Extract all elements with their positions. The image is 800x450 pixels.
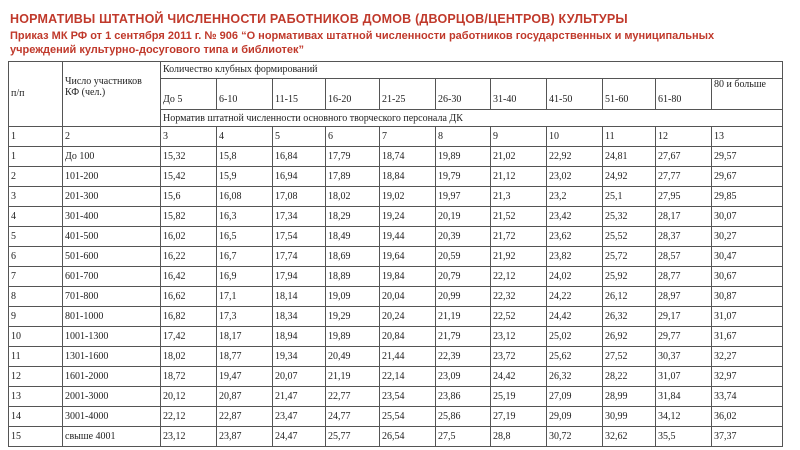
norm-value: 16,82 [161, 307, 217, 327]
norm-value: 25,02 [547, 327, 603, 347]
norm-value: 19,44 [380, 227, 436, 247]
norm-value: 17,42 [161, 327, 217, 347]
norm-value: 21,12 [491, 167, 547, 187]
norm-value: 22,14 [380, 367, 436, 387]
norm-value: 29,77 [656, 327, 712, 347]
norm-value: 30,72 [547, 427, 603, 447]
row-number: 1 [9, 147, 63, 167]
table-row [9, 307, 783, 327]
norm-value: 27,09 [547, 387, 603, 407]
norm-value: 24,22 [547, 287, 603, 307]
norm-value: 27,77 [656, 167, 712, 187]
norm-value: 23,09 [436, 367, 491, 387]
column-number: 7 [380, 127, 436, 147]
norm-value: 17,79 [326, 147, 380, 167]
table-row [9, 207, 783, 227]
norm-value: 15,9 [217, 167, 273, 187]
header-numbering-row [9, 127, 783, 147]
norm-value: 20,87 [217, 387, 273, 407]
norm-value: 20,39 [436, 227, 491, 247]
norm-value: 21,19 [326, 367, 380, 387]
norm-value: 25,54 [380, 407, 436, 427]
norm-value: 25,72 [603, 247, 656, 267]
table-row [9, 187, 783, 207]
norm-value: 21,44 [380, 347, 436, 367]
norm-value: 37,37 [712, 427, 783, 447]
header-participants: Число участников КФ (чел.) [63, 62, 161, 127]
norm-value: 23,82 [547, 247, 603, 267]
norm-value: 34,12 [656, 407, 712, 427]
norm-value: 19,09 [326, 287, 380, 307]
norm-value: 19,64 [380, 247, 436, 267]
norm-value: 23,86 [436, 387, 491, 407]
table-row [9, 167, 783, 187]
norm-value: 16,84 [273, 147, 326, 167]
norm-value: 24,47 [273, 427, 326, 447]
norm-value: 18,29 [326, 207, 380, 227]
norm-value: 15,32 [161, 147, 217, 167]
norm-value: 18,02 [161, 347, 217, 367]
row-number: 14 [9, 407, 63, 427]
row-number: 3 [9, 187, 63, 207]
norm-value: 25,86 [436, 407, 491, 427]
norm-value: 18,34 [273, 307, 326, 327]
norm-value: 20,07 [273, 367, 326, 387]
norm-value: 25,19 [491, 387, 547, 407]
participants-range: 3001-4000 [63, 407, 161, 427]
norm-value: 17,54 [273, 227, 326, 247]
norm-value: 21,72 [491, 227, 547, 247]
norm-value: 23,72 [491, 347, 547, 367]
norm-value: 29,09 [547, 407, 603, 427]
participants-range: 801-1000 [63, 307, 161, 327]
norm-value: 16,9 [217, 267, 273, 287]
norm-value: 21,52 [491, 207, 547, 227]
row-number: 9 [9, 307, 63, 327]
header-range: 80 и больше [712, 79, 783, 110]
norm-value: 22,52 [491, 307, 547, 327]
norm-value: 19,79 [436, 167, 491, 187]
norm-value: 22,87 [217, 407, 273, 427]
header-range: 16-20 [326, 79, 380, 110]
norm-value: 23,42 [547, 207, 603, 227]
norm-value: 22,39 [436, 347, 491, 367]
norm-value: 27,95 [656, 187, 712, 207]
norm-value: 27,52 [603, 347, 656, 367]
norm-value: 22,77 [326, 387, 380, 407]
column-number: 12 [656, 127, 712, 147]
column-number: 3 [161, 127, 217, 147]
norm-value: 27,67 [656, 147, 712, 167]
norm-value: 24,92 [603, 167, 656, 187]
participants-range: 501-600 [63, 247, 161, 267]
norm-value: 17,89 [326, 167, 380, 187]
norm-value: 18,49 [326, 227, 380, 247]
table-row [9, 227, 783, 247]
norm-value: 25,1 [603, 187, 656, 207]
table-row [9, 427, 783, 447]
norm-value: 28,8 [491, 427, 547, 447]
header-range: 21-25 [380, 79, 436, 110]
row-number: 7 [9, 267, 63, 287]
norm-value: 16,02 [161, 227, 217, 247]
participants-range: 301-400 [63, 207, 161, 227]
norm-value: 31,84 [656, 387, 712, 407]
norm-value: 30,37 [656, 347, 712, 367]
norm-value: 24,42 [547, 307, 603, 327]
norm-value: 18,17 [217, 327, 273, 347]
norm-value: 17,3 [217, 307, 273, 327]
norm-value: 24,77 [326, 407, 380, 427]
participants-range: 401-500 [63, 227, 161, 247]
row-number: 5 [9, 227, 63, 247]
norm-value: 35,5 [656, 427, 712, 447]
table-row [9, 347, 783, 367]
norm-value: 30,87 [712, 287, 783, 307]
norm-value: 20,49 [326, 347, 380, 367]
column-number: 5 [273, 127, 326, 147]
header-range: 51-60 [603, 79, 656, 110]
norm-value: 19,89 [436, 147, 491, 167]
norm-value: 16,3 [217, 207, 273, 227]
norm-value: 22,32 [491, 287, 547, 307]
header-range: До 5 [161, 79, 217, 110]
norm-value: 28,57 [656, 247, 712, 267]
norm-value: 30,47 [712, 247, 783, 267]
norm-value: 21,79 [436, 327, 491, 347]
norm-value: 25,92 [603, 267, 656, 287]
header-norm: Норматив штатной численности основного творческого персонала ДК [161, 110, 783, 127]
norm-value: 19,97 [436, 187, 491, 207]
norm-value: 17,74 [273, 247, 326, 267]
norm-value: 17,1 [217, 287, 273, 307]
norm-value: 29,85 [712, 187, 783, 207]
norm-value: 20,79 [436, 267, 491, 287]
participants-range: 1601-2000 [63, 367, 161, 387]
row-number: 2 [9, 167, 63, 187]
norm-value: 29,17 [656, 307, 712, 327]
norm-value: 25,62 [547, 347, 603, 367]
norm-value: 26,32 [603, 307, 656, 327]
norm-value: 18,74 [380, 147, 436, 167]
participants-range: 201-300 [63, 187, 161, 207]
norm-value: 28,37 [656, 227, 712, 247]
participants-range: 1301-1600 [63, 347, 161, 367]
norm-value: 15,82 [161, 207, 217, 227]
norm-value: 27,5 [436, 427, 491, 447]
column-number: 2 [63, 127, 161, 147]
norm-value: 28,97 [656, 287, 712, 307]
column-number: 8 [436, 127, 491, 147]
header-range: 41-50 [547, 79, 603, 110]
norm-value: 31,67 [712, 327, 783, 347]
norm-value: 32,97 [712, 367, 783, 387]
norm-value: 30,67 [712, 267, 783, 287]
row-number: 8 [9, 287, 63, 307]
norm-value: 16,94 [273, 167, 326, 187]
norm-value: 21,92 [491, 247, 547, 267]
norm-value: 20,04 [380, 287, 436, 307]
table-row [9, 267, 783, 287]
participants-range: 601-700 [63, 267, 161, 287]
norm-value: 25,32 [603, 207, 656, 227]
norm-value: 22,12 [161, 407, 217, 427]
norm-value: 23,87 [217, 427, 273, 447]
participants-range: свыше 4001 [63, 427, 161, 447]
norm-value: 24,42 [491, 367, 547, 387]
norm-value: 18,69 [326, 247, 380, 267]
norm-value: 16,22 [161, 247, 217, 267]
norm-value: 18,14 [273, 287, 326, 307]
norm-value: 17,08 [273, 187, 326, 207]
header-club-formations: Количество клубных формирований [161, 62, 783, 79]
table-row [9, 287, 783, 307]
column-number: 1 [9, 127, 63, 147]
table-row [9, 247, 783, 267]
norm-value: 19,47 [217, 367, 273, 387]
norm-value: 29,57 [712, 147, 783, 167]
column-number: 9 [491, 127, 547, 147]
norm-value: 31,07 [656, 367, 712, 387]
document-title: НОРМАТИВЫ ШТАТНОЙ ЧИСЛЕННОСТИ РАБОТНИКОВ ДОМОВ (ДВОРЦОВ/ЦЕНТРОВ) КУЛЬТУРЫ [10, 12, 628, 26]
norm-value: 19,29 [326, 307, 380, 327]
norm-value: 16,08 [217, 187, 273, 207]
participants-range: 2001-3000 [63, 387, 161, 407]
row-number: 11 [9, 347, 63, 367]
norm-value: 18,72 [161, 367, 217, 387]
norm-value: 30,27 [712, 227, 783, 247]
norm-value: 25,52 [603, 227, 656, 247]
participants-range: 1001-1300 [63, 327, 161, 347]
norm-value: 23,12 [491, 327, 547, 347]
table-row [9, 147, 783, 167]
norm-value: 20,19 [436, 207, 491, 227]
header-range: 6-10 [217, 79, 273, 110]
norm-value: 23,47 [273, 407, 326, 427]
norm-value: 18,84 [380, 167, 436, 187]
norm-value: 16,42 [161, 267, 217, 287]
table-row [9, 327, 783, 347]
row-number: 12 [9, 367, 63, 387]
norm-value: 20,24 [380, 307, 436, 327]
norm-value: 21,19 [436, 307, 491, 327]
norm-value: 19,02 [380, 187, 436, 207]
norm-value: 21,47 [273, 387, 326, 407]
norm-value: 20,84 [380, 327, 436, 347]
norm-value: 17,94 [273, 267, 326, 287]
norm-value: 25,77 [326, 427, 380, 447]
norm-value: 23,12 [161, 427, 217, 447]
norm-value: 22,92 [547, 147, 603, 167]
norm-value: 19,84 [380, 267, 436, 287]
row-number: 4 [9, 207, 63, 227]
norm-value: 23,62 [547, 227, 603, 247]
norm-value: 30,99 [603, 407, 656, 427]
norm-value: 32,62 [603, 427, 656, 447]
norm-value: 19,89 [326, 327, 380, 347]
column-number: 6 [326, 127, 380, 147]
norm-value: 26,12 [603, 287, 656, 307]
norm-value: 23,2 [547, 187, 603, 207]
norm-value: 31,07 [712, 307, 783, 327]
norm-value: 33,74 [712, 387, 783, 407]
norm-value: 18,77 [217, 347, 273, 367]
norm-value: 16,5 [217, 227, 273, 247]
header-range: 61-80 [656, 79, 712, 110]
table-row [9, 367, 783, 387]
row-number: 15 [9, 427, 63, 447]
norm-value: 36,02 [712, 407, 783, 427]
norm-value: 26,92 [603, 327, 656, 347]
norm-value: 29,67 [712, 167, 783, 187]
table-row [9, 407, 783, 427]
norm-value: 24,02 [547, 267, 603, 287]
norm-value: 20,59 [436, 247, 491, 267]
norm-value: 15,8 [217, 147, 273, 167]
staffing-norms-table [8, 61, 783, 447]
column-number: 10 [547, 127, 603, 147]
norm-value: 15,42 [161, 167, 217, 187]
norm-value: 16,62 [161, 287, 217, 307]
table-row [9, 387, 783, 407]
row-number: 6 [9, 247, 63, 267]
norm-value: 26,32 [547, 367, 603, 387]
norm-value: 18,02 [326, 187, 380, 207]
norm-value: 20,99 [436, 287, 491, 307]
norm-value: 19,24 [380, 207, 436, 227]
norm-value: 26,54 [380, 427, 436, 447]
norm-value: 22,12 [491, 267, 547, 287]
row-number: 10 [9, 327, 63, 347]
participants-range: 701-800 [63, 287, 161, 307]
norm-value: 23,54 [380, 387, 436, 407]
norm-value: 21,3 [491, 187, 547, 207]
norm-value: 24,81 [603, 147, 656, 167]
norm-value: 18,94 [273, 327, 326, 347]
norm-value: 28,17 [656, 207, 712, 227]
norm-value: 16,7 [217, 247, 273, 267]
norm-value: 28,99 [603, 387, 656, 407]
participants-range: 101-200 [63, 167, 161, 187]
norm-value: 17,34 [273, 207, 326, 227]
norm-value: 28,77 [656, 267, 712, 287]
row-number: 13 [9, 387, 63, 407]
norm-value: 18,89 [326, 267, 380, 287]
norm-value: 21,02 [491, 147, 547, 167]
participants-range: До 100 [63, 147, 161, 167]
norm-value: 15,6 [161, 187, 217, 207]
norm-value: 28,22 [603, 367, 656, 387]
norm-value: 19,34 [273, 347, 326, 367]
column-number: 11 [603, 127, 656, 147]
norm-value: 27,19 [491, 407, 547, 427]
column-number: 13 [712, 127, 783, 147]
norm-value: 32,27 [712, 347, 783, 367]
header-pp: п/п [9, 62, 63, 127]
document-subtitle: Приказ МК РФ от 1 сентября 2011 г. № 906 “О нормативах штатной численности работников государственных и муниципальных учреждений культурно-досугового типа и библиотек” [10, 30, 715, 56]
header-range: 11-15 [273, 79, 326, 110]
norm-value: 30,07 [712, 207, 783, 227]
header-range: 26-30 [436, 79, 491, 110]
norm-value: 20,12 [161, 387, 217, 407]
norm-value: 23,02 [547, 167, 603, 187]
column-number: 4 [217, 127, 273, 147]
header-range: 31-40 [491, 79, 547, 110]
